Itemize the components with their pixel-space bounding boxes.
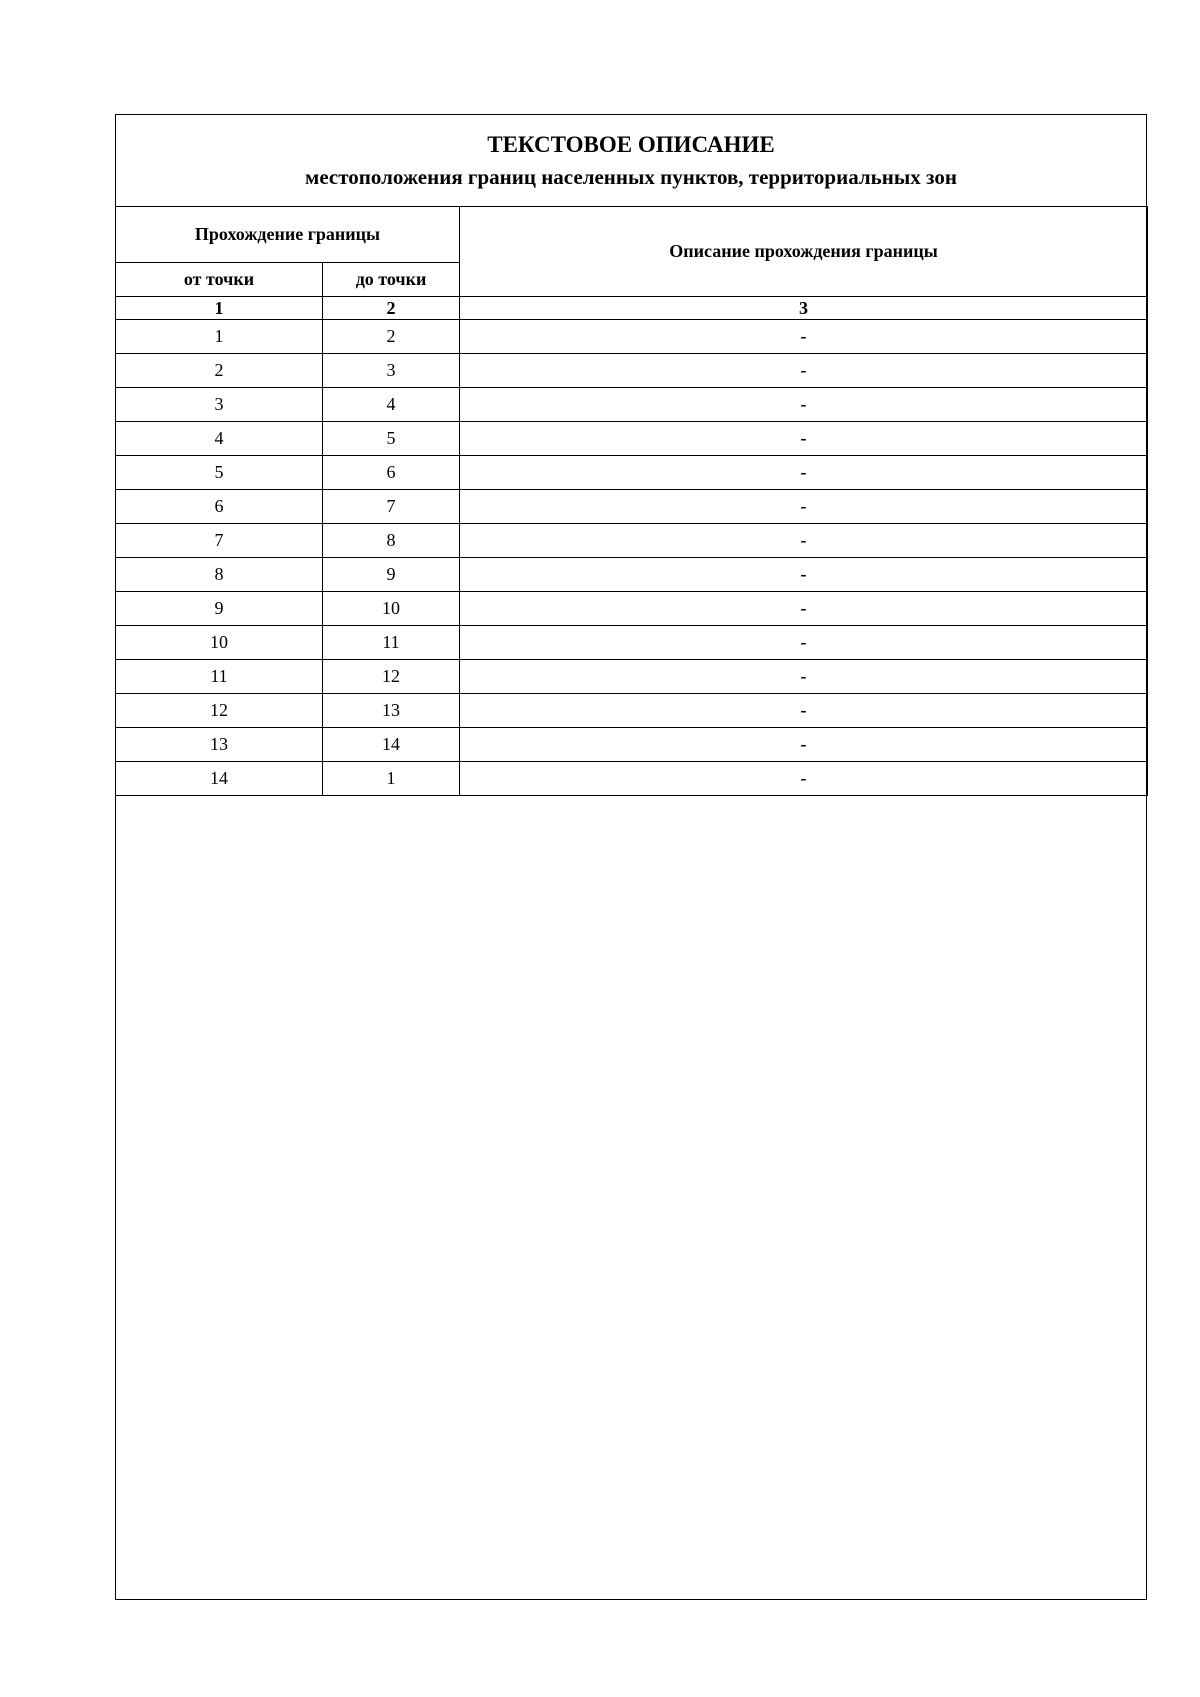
from-point-cell: 6 [116,490,323,524]
description-cell: - [460,490,1148,524]
description-cell: - [460,558,1148,592]
from-point-cell: 7 [116,524,323,558]
to-point-cell: 7 [323,490,460,524]
boundary-table [115,206,1148,796]
description-cell: - [460,422,1148,456]
document-frame [115,114,1147,1600]
table-row [116,728,1148,762]
from-point-cell: 14 [116,762,323,796]
to-point-cell: 11 [323,626,460,660]
to-point-cell: 12 [323,660,460,694]
description-cell: - [460,524,1148,558]
description-cell: - [460,320,1148,354]
document-title: ТЕКСТОВОЕ ОПИСАНИЕ [487,132,775,157]
description-cell: - [460,660,1148,694]
table-row [116,388,1148,422]
table-row [116,592,1148,626]
table-row [116,694,1148,728]
from-point-cell: 8 [116,558,323,592]
table-row [116,456,1148,490]
to-point-cell: 3 [323,354,460,388]
header-boundary-passage: Прохождение границы [116,207,460,263]
from-point-cell: 9 [116,592,323,626]
column-number-2: 2 [323,297,460,320]
header-to-point: до точки [323,263,460,297]
description-cell: - [460,456,1148,490]
table-row [116,762,1148,796]
table-row [116,422,1148,456]
from-point-cell: 3 [116,388,323,422]
to-point-cell: 2 [323,320,460,354]
description-cell: - [460,762,1148,796]
to-point-cell: 6 [323,456,460,490]
table-row [116,558,1148,592]
from-point-cell: 11 [116,660,323,694]
table-row [116,320,1148,354]
from-point-cell: 2 [116,354,323,388]
to-point-cell: 10 [323,592,460,626]
description-cell: - [460,728,1148,762]
header-description: Описание прохождения границы [460,207,1148,297]
description-cell: - [460,592,1148,626]
table-row [116,524,1148,558]
from-point-cell: 13 [116,728,323,762]
to-point-cell: 13 [323,694,460,728]
to-point-cell: 1 [323,762,460,796]
description-cell: - [460,388,1148,422]
table-row [116,354,1148,388]
from-point-cell: 4 [116,422,323,456]
description-cell: - [460,626,1148,660]
table-row [116,660,1148,694]
to-point-cell: 8 [323,524,460,558]
from-point-cell: 10 [116,626,323,660]
table-row [116,626,1148,660]
from-point-cell: 5 [116,456,323,490]
to-point-cell: 4 [323,388,460,422]
from-point-cell: 12 [116,694,323,728]
table-row [116,490,1148,524]
header-from-point: от точки [116,263,323,297]
to-point-cell: 9 [323,558,460,592]
column-number-1: 1 [116,297,323,320]
to-point-cell: 14 [323,728,460,762]
column-number-3: 3 [460,297,1148,320]
from-point-cell: 1 [116,320,323,354]
to-point-cell: 5 [323,422,460,456]
description-cell: - [460,354,1148,388]
description-cell: - [460,694,1148,728]
title-block [116,115,1146,207]
document-subtitle: местоположения границ населенных пунктов, территориальных зон [305,165,957,189]
